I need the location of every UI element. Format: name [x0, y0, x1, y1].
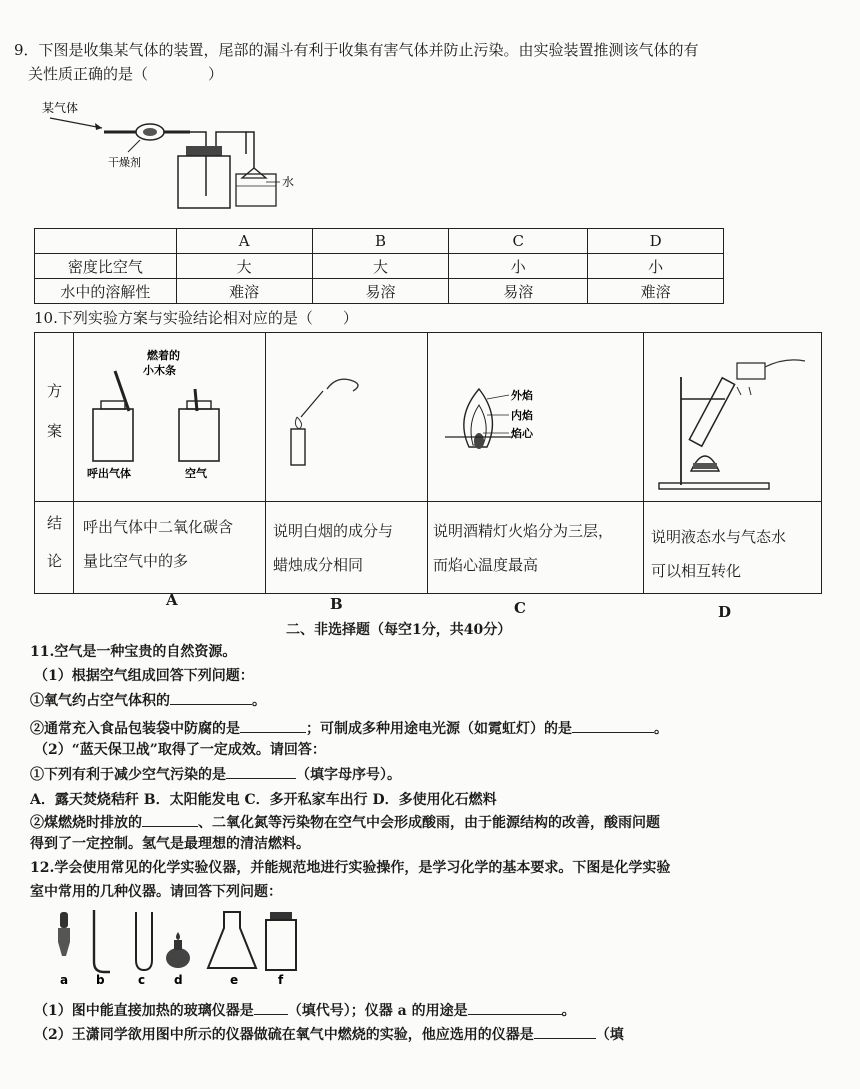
conclusion-c-line2: 而焰心温度最高 — [433, 556, 539, 574]
q11-line5: （2）“蓝天保卫战”取得了一定成效。请回答： — [34, 742, 326, 758]
q9-line2: 关性质正确的是（ ） — [28, 65, 224, 83]
instrument-label-b: b — [96, 973, 105, 987]
conclusion-c-line1: 说明酒精灯火焰分为三层， — [433, 522, 614, 540]
answer-blank-light-source[interactable] — [572, 718, 654, 733]
table-cell — [35, 229, 177, 254]
table-row — [35, 279, 724, 304]
q11-line6 — [30, 764, 401, 785]
fig-c-flame-core-label: 焰心 — [511, 427, 533, 440]
table-cell: 水中的溶解性 — [35, 279, 177, 304]
instrument-label-d: d — [174, 973, 183, 987]
q10-table — [34, 332, 822, 594]
q11-line8-text-b: 、二氧化氮等污染物在空气中会形成酸雨，由于能源结构的改善，酸雨问题 — [198, 815, 660, 831]
q12-line4-text-a: （2）王潇同学欲用图中所示的仪器做硫在氧气中燃烧的实验，他应选用的仪器是 — [34, 1027, 534, 1043]
q11-line8 — [30, 812, 660, 833]
table-cell: 难溶 — [176, 279, 312, 304]
table-cell: 小 — [588, 254, 724, 279]
q12-line2: 室中常用的几种仪器。请回答下列问题： — [30, 884, 282, 900]
answer-blank-instruments[interactable] — [534, 1024, 596, 1039]
q9-table — [34, 228, 724, 304]
q11-line4: ②通常充入食品包装袋中防腐的是 ；可制成多种用途电光源（如霓虹灯）的是 。 — [30, 718, 668, 739]
answer-blank-dropper-use[interactable] — [468, 1000, 562, 1015]
table-header-b: B — [312, 229, 449, 254]
table-header-a: A — [176, 229, 312, 254]
alcohol-lamp-icon — [166, 948, 190, 968]
q12-line3-text-a: （1）图中能直接加热的玻璃仪器是 — [34, 1003, 254, 1019]
row-label-plan-1: 方 — [47, 382, 63, 400]
gas-jar-icon — [270, 912, 292, 920]
table-row — [35, 229, 724, 254]
table-row — [35, 254, 724, 279]
q10-line1: 10.下列实验方案与实验结论相对应的是（ ） — [34, 309, 358, 327]
table-header-c: C — [449, 229, 588, 254]
fig-c-inner-flame-label: 内焰 — [511, 409, 533, 422]
conclusion-b-line2: 蜡烛成分相同 — [273, 556, 364, 574]
conclusion-d-line1: 说明液态水与气态水 — [651, 528, 787, 546]
q12-line4 — [34, 1024, 624, 1045]
table-cell: 大 — [176, 254, 312, 279]
fig-water-label: 水 — [282, 175, 295, 189]
q11-line8-text-a: ②煤燃烧时排放的 — [30, 815, 142, 831]
q11-line2: （1）根据空气组成回答下列问题： — [34, 668, 254, 684]
instrument-label-e: e — [230, 973, 239, 987]
q11-line4-text-a: ②通常充入食品包装袋中防腐的是 — [30, 721, 240, 737]
q11-line6-text-a: ①下列有利于减少空气污染的是 — [30, 767, 226, 783]
table-header-d: D — [588, 229, 724, 254]
section-2-title: 二、非选择题（每空1分，共40分） — [286, 622, 512, 638]
table-cell: 难溶 — [588, 279, 724, 304]
table-cell: 易溶 — [312, 279, 449, 304]
fig-a-burning-sticks — [75, 337, 263, 497]
fig-d-heating-water — [645, 337, 819, 497]
conclusion-a-line1: 呼出气体中二氧化碳含 — [83, 518, 234, 536]
fig-b-candle-smoke — [267, 337, 425, 497]
row-label-concl-1: 结 — [47, 514, 63, 532]
table-cell: 大 — [312, 254, 449, 279]
q11-line3-text: ①氧气约占空气体积的 — [30, 693, 170, 709]
instrument-label-a: a — [60, 973, 69, 987]
fig-gas-label: 某气体 — [42, 101, 79, 115]
fig-drying-label: 干燥剂 — [108, 156, 141, 169]
q9-line1: 9．下图是收集某气体的装置，尾部的漏斗有利于收集有害气体并防止污染。由实验装置推测该气体的有 — [14, 41, 699, 59]
fig-a-stick-label-1: 燃着的 — [147, 349, 180, 362]
q12-line1: 12.学会使用常见的化学实验仪器，并能规范地进行实验操作，是学习化学的基本要求。下图是化学实验 — [30, 860, 671, 876]
fig-a-air-label: 空气 — [185, 467, 207, 480]
conical-flask-icon — [208, 912, 256, 968]
q10-option-b: B — [330, 595, 343, 613]
table-cell: 易溶 — [449, 279, 588, 304]
q10-option-d: D — [718, 603, 732, 621]
answer-blank-pollutant[interactable] — [142, 812, 198, 827]
instrument-label-c: c — [138, 973, 146, 987]
row-label-concl-2: 论 — [47, 552, 63, 570]
fig-c-outer-flame-label: 外焰 — [511, 389, 533, 402]
q10-option-c: C — [514, 599, 526, 617]
answer-blank-heating[interactable] — [254, 1000, 288, 1015]
dropper-icon — [60, 912, 68, 928]
gas-collection-apparatus — [40, 96, 300, 211]
lab-instruments-figure — [50, 906, 310, 988]
glass-rod-icon — [94, 910, 110, 972]
answer-blank-oxygen[interactable] — [170, 690, 252, 705]
q10-option-a: A — [166, 591, 178, 609]
fig-a-exhaled-label: 呼出气体 — [87, 467, 131, 480]
q11-line1: 11.空气是一种宝贵的自然资源。 — [30, 644, 237, 660]
table-cell: 密度比空气 — [35, 254, 177, 279]
q11-line9: 得到了一定控制。氢气是最理想的清洁燃料。 — [30, 836, 310, 852]
q11-line4-text-b: ；可制成多种用途电光源（如霓虹灯）的是 — [306, 721, 572, 737]
q11-line6-text-b: （填字母序号）。 — [296, 767, 401, 783]
row-label-plan-2: 案 — [47, 422, 63, 440]
q12-line3-text-b: （填代号）；仪器 a 的用途是 — [287, 1003, 468, 1019]
answer-blank-pollution[interactable] — [226, 764, 296, 779]
conclusion-a-line2: 量比空气中的多 — [83, 552, 189, 570]
test-tube-icon — [136, 912, 152, 970]
answer-blank-preservative[interactable] — [240, 718, 306, 733]
instrument-label-f: f — [278, 973, 284, 987]
q11-line3: ①氧气约占空气体积的 。 — [30, 690, 266, 711]
table-cell: 小 — [449, 254, 588, 279]
conclusion-d-line2: 可以相互转化 — [651, 562, 742, 580]
q12-line4-text-b: （填 — [595, 1027, 624, 1043]
conclusion-b-line1: 说明白烟的成分与 — [273, 522, 394, 540]
fig-c-flame-layers — [429, 337, 641, 497]
q11-line7: A．露天焚烧秸秆 B．太阳能发电 C．多开私家车出行 D．多使用化石燃料 — [30, 792, 497, 808]
q12-line3: （1）图中能直接加热的玻璃仪器是 （填代号）；仪器 a 的用途是 。 — [34, 1000, 576, 1021]
fig-a-stick-label-2: 小木条 — [143, 364, 176, 377]
